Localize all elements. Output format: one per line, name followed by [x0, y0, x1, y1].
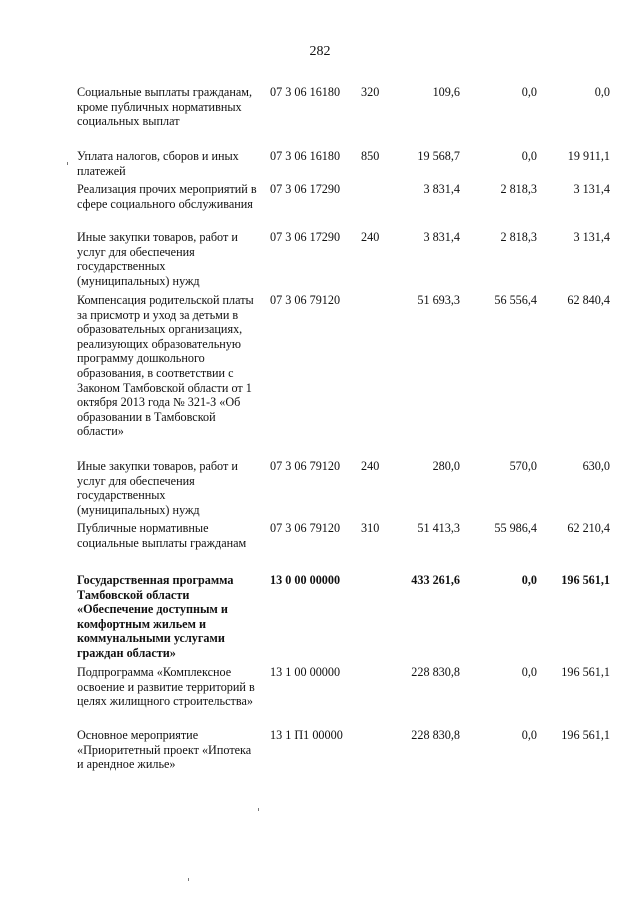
row-expense-type: 310: [361, 521, 380, 535]
row-code: 13 1 00 00000: [270, 665, 341, 679]
row-value-1: 3 831,4: [423, 230, 460, 244]
row-value-2: 0,0: [521, 149, 537, 163]
row-code: 07 3 06 79120: [270, 293, 341, 307]
scan-speck: [188, 878, 189, 881]
row-value-3: 196 561,1: [561, 573, 610, 587]
row-value-2: 570,0: [509, 459, 537, 473]
row-value-3: 0,0: [594, 85, 610, 99]
row-value-1: 51 693,3: [417, 293, 460, 307]
scan-speck: [258, 808, 259, 811]
row-value-2: 0,0: [521, 573, 537, 587]
row-name: Уплата налогов, сборов и иных платежей: [77, 149, 239, 178]
row-value-2: 0,0: [521, 85, 537, 99]
row-value-1: 433 261,6: [411, 573, 460, 587]
row-name: Основное мероприятие «Приоритетный проект «Ипотека и арендное жилье»: [77, 728, 252, 772]
row-name: Иные закупки товаров, работ и услуг для обеспечения государственных (муниципальных) нужд: [77, 230, 238, 288]
row-value-2: 2 818,3: [500, 230, 537, 244]
row-expense-type: 240: [361, 459, 380, 473]
row-value-3: 196 561,1: [561, 728, 610, 742]
row-expense-type: 240: [361, 230, 380, 244]
row-value-1: 3 831,4: [423, 182, 460, 196]
row-expense-type: 320: [361, 85, 380, 99]
row-value-3: 62 210,4: [567, 521, 610, 535]
row-value-3: 19 911,1: [567, 149, 610, 163]
row-code: 13 0 00 00000: [270, 573, 341, 587]
row-name: Подпрограмма «Комплексное освоение и развитие территорий в целях жилищного строительства»: [77, 665, 255, 709]
row-name: Публичные нормативные социальные выплаты гражданам: [77, 521, 247, 550]
row-name: Реализация прочих мероприятий в сфере социального обслуживания: [77, 182, 257, 211]
row-value-3: 630,0: [582, 459, 610, 473]
row-value-1: 19 568,7: [417, 149, 460, 163]
row-code: 07 3 06 16180: [270, 149, 341, 163]
row-value-2: 2 818,3: [500, 182, 537, 196]
row-code: 07 3 06 17290: [270, 230, 341, 244]
row-value-3: 62 840,4: [567, 293, 610, 307]
row-value-3: 3 131,4: [573, 230, 610, 244]
row-value-1: 109,6: [432, 85, 460, 99]
row-name: Социальные выплаты гражданам, кроме публичных нормативных социальных выплат: [77, 85, 253, 129]
row-code: 07 3 06 79120: [270, 521, 341, 535]
row-expense-type: 850: [361, 149, 380, 163]
row-value-1: 228 830,8: [411, 665, 460, 679]
scan-speck: [67, 162, 68, 165]
row-value-2: 0,0: [521, 665, 537, 679]
row-value-2: 0,0: [521, 728, 537, 742]
row-value-1: 51 413,3: [417, 521, 460, 535]
row-value-3: 196 561,1: [561, 665, 610, 679]
row-value-1: 280,0: [432, 459, 460, 473]
row-code: 07 3 06 79120: [270, 459, 341, 473]
row-value-2: 55 986,4: [494, 521, 537, 535]
row-value-1: 228 830,8: [411, 728, 460, 742]
row-value-2: 56 556,4: [494, 293, 537, 307]
row-name: Иные закупки товаров, работ и услуг для обеспечения государственных (муниципальных) нужд: [77, 459, 238, 517]
row-code: 07 3 06 17290: [270, 182, 341, 196]
page-number: 282: [309, 44, 331, 59]
row-name: Компенсация родительской платы за присмотр и уход за детьми в образовательных организациях, реализующих образовательную программу дошкольного образования, в соответствии с Законом Тамбовской области от 1 октября 2013 года № 321-З «Об образовании в Тамбовской области»: [77, 293, 254, 439]
row-name: Государственная программа Тамбовской области «Обеспечение доступным и комфортным жильем и коммунальными услугами граждан области»: [77, 573, 234, 660]
row-code: 13 1 П1 00000: [270, 728, 343, 742]
row-code: 07 3 06 16180: [270, 85, 341, 99]
row-value-3: 3 131,4: [573, 182, 610, 196]
